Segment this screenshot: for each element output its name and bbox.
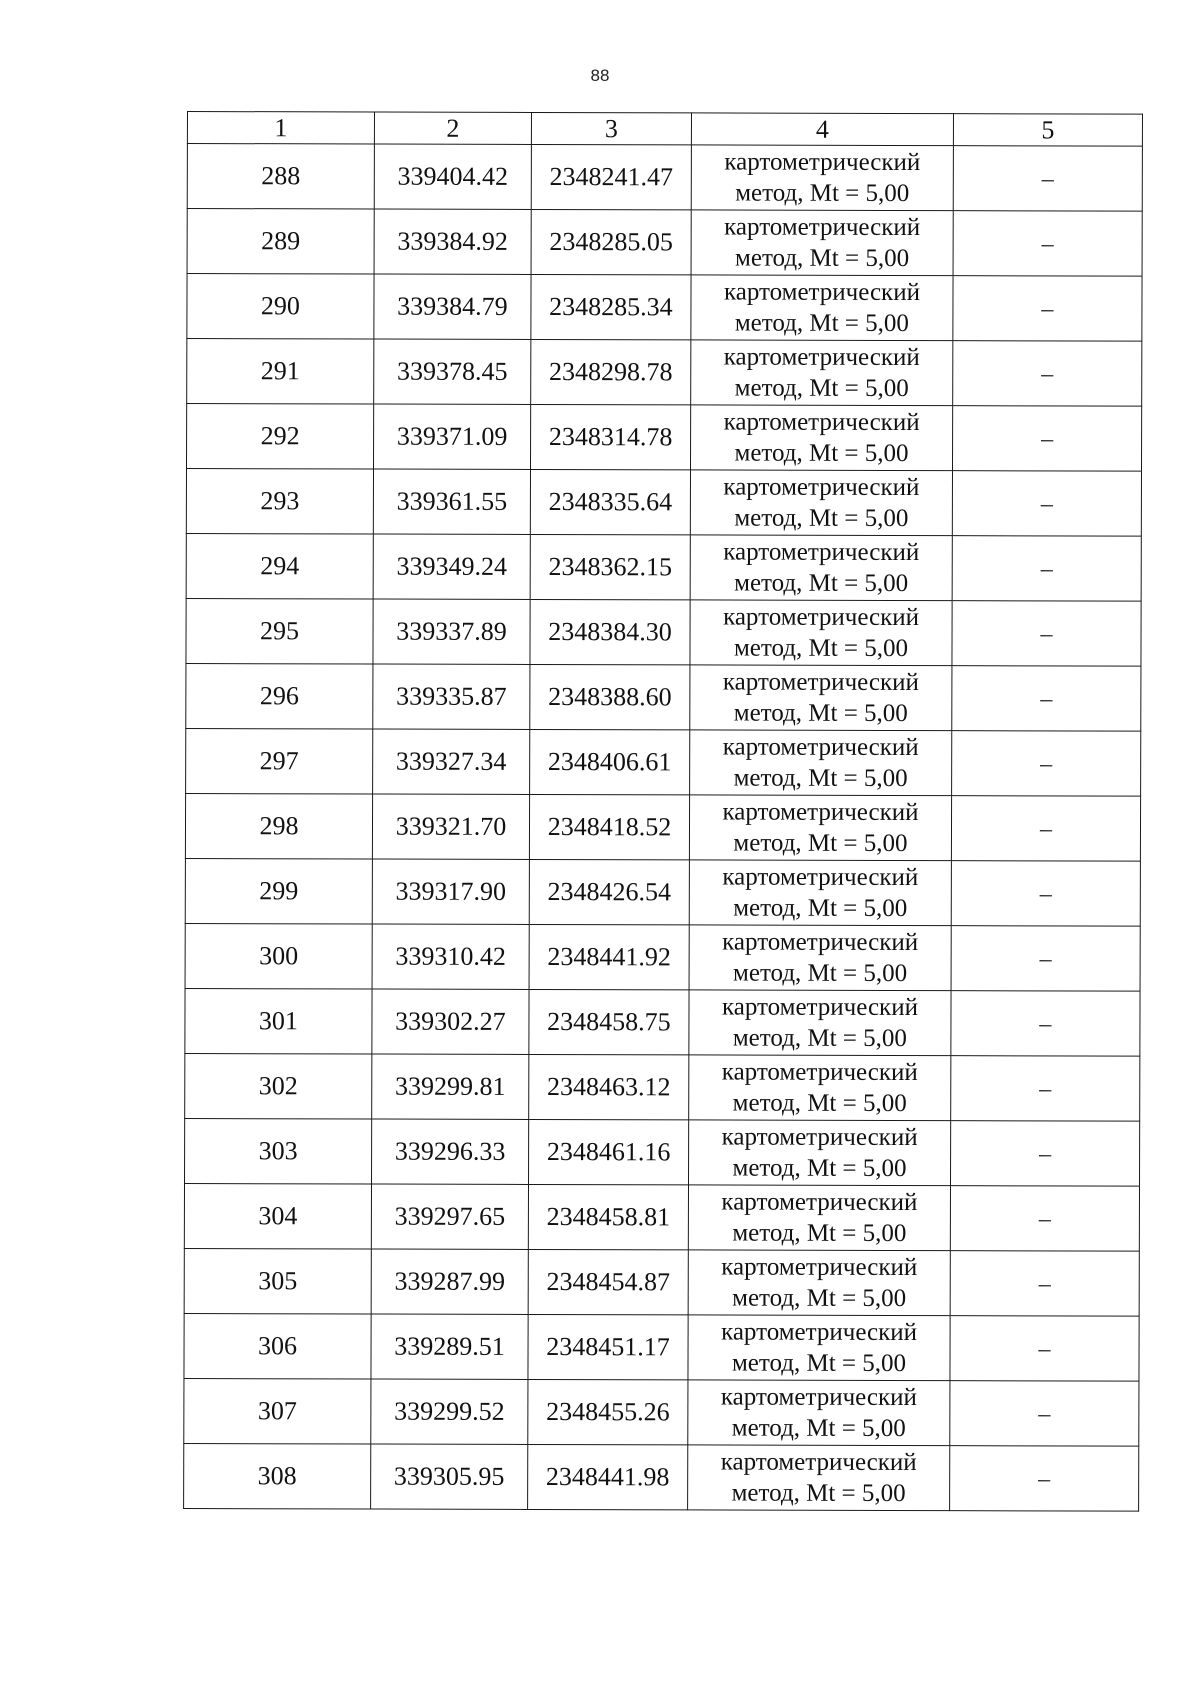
point-number-cell: 296 [186, 663, 373, 729]
description-cell [951, 1056, 1140, 1122]
method-line-2: метод, Mt = 5,00 [731, 1479, 906, 1508]
y-coordinate-cell: 2348388.60 [530, 664, 690, 729]
method-line-2: метод, Mt = 5,00 [735, 244, 910, 273]
dash-mark: – [1039, 1010, 1052, 1037]
method-cell [691, 340, 953, 406]
table-row [184, 1183, 1139, 1251]
y-coordinate-cell: 2348362.15 [530, 534, 690, 599]
description-cell [953, 276, 1142, 342]
y-coordinate-cell: 2348314.78 [531, 404, 691, 469]
method-cell [690, 470, 952, 536]
method-cell [688, 1380, 950, 1446]
method-line-1: картометрический [722, 928, 919, 957]
method-line-2: метод, Mt = 5,00 [733, 894, 908, 923]
dash-mark: – [1040, 685, 1053, 712]
method-cell [689, 1055, 951, 1121]
method-line-2: метод, Mt = 5,00 [732, 1089, 907, 1118]
dash-mark: – [1040, 555, 1053, 582]
description-cell [953, 211, 1142, 277]
y-coordinate-cell: 2348454.87 [528, 1249, 688, 1314]
x-coordinate-cell: 339321.70 [372, 794, 529, 859]
method-line-1: картометрический [722, 798, 919, 827]
method-line-2: метод, Mt = 5,00 [732, 1219, 907, 1248]
y-coordinate-cell: 2348285.34 [531, 274, 691, 339]
point-number-cell: 305 [184, 1248, 371, 1314]
table-row [185, 1118, 1140, 1186]
method-line-1: картометрический [723, 603, 920, 632]
y-coordinate-cell: 2348285.05 [531, 209, 691, 274]
method-cell [691, 275, 953, 341]
point-number-cell: 299 [185, 858, 372, 924]
dash-mark: – [1038, 1270, 1051, 1297]
method-cell [690, 535, 952, 601]
x-coordinate-cell: 339302.27 [372, 989, 529, 1054]
method-line-1: картометрический [720, 1383, 917, 1412]
method-line-1: картометрический [724, 148, 921, 177]
method-cell [691, 145, 953, 211]
method-cell [690, 665, 952, 731]
description-cell [950, 1186, 1139, 1252]
table-row [184, 1378, 1139, 1446]
description-cell [952, 536, 1141, 602]
description-cell [950, 1446, 1139, 1512]
x-coordinate-cell: 339297.65 [371, 1184, 528, 1249]
description-cell [951, 991, 1140, 1057]
x-coordinate-cell: 339317.90 [372, 859, 529, 924]
table-row [187, 209, 1142, 277]
description-cell [953, 341, 1142, 407]
method-line-2: метод, Mt = 5,00 [734, 439, 909, 468]
method-line-2: метод, Mt = 5,00 [733, 829, 908, 858]
x-coordinate-cell: 339305.95 [371, 1444, 528, 1509]
header-cell-2: 2 [374, 112, 531, 144]
description-cell [952, 406, 1141, 472]
table-row [187, 404, 1142, 472]
description-cell [951, 861, 1140, 927]
method-line-2: метод, Mt = 5,00 [733, 959, 908, 988]
method-line-2: метод, Mt = 5,00 [734, 504, 909, 533]
method-cell [688, 1250, 950, 1316]
method-line-1: картометрический [723, 408, 920, 437]
dash-mark: – [1039, 1140, 1052, 1167]
table-row [187, 274, 1142, 342]
header-cell-5: 5 [953, 114, 1142, 147]
method-line-1: картометрический [721, 1123, 918, 1152]
table-row [184, 1248, 1139, 1316]
coordinates-table [183, 111, 1143, 1512]
dash-mark: – [1040, 620, 1053, 647]
y-coordinate-cell: 2348463.12 [529, 1054, 689, 1119]
table-row [186, 533, 1141, 601]
x-coordinate-cell: 339384.79 [374, 274, 531, 339]
point-number-cell: 292 [187, 404, 374, 470]
method-cell [690, 600, 952, 666]
page-number: 88 [590, 66, 610, 85]
point-number-cell: 294 [186, 533, 373, 599]
point-number-cell: 298 [185, 793, 372, 859]
method-cell [688, 1315, 950, 1381]
description-cell [952, 471, 1141, 537]
dash-mark: – [1038, 1205, 1051, 1232]
x-coordinate-cell: 339310.42 [372, 924, 529, 989]
point-number-cell: 301 [185, 988, 372, 1054]
method-cell [689, 795, 951, 861]
dash-mark: – [1041, 295, 1054, 322]
table-row [185, 793, 1140, 861]
method-line-1: картометрический [724, 213, 921, 242]
table-row [184, 1313, 1139, 1381]
table-row [184, 1443, 1139, 1511]
table-row [186, 728, 1141, 796]
method-cell [690, 730, 952, 796]
method-line-1: картометрический [722, 863, 919, 892]
method-line-2: метод, Mt = 5,00 [733, 699, 908, 728]
y-coordinate-cell: 2348418.52 [529, 794, 689, 859]
y-coordinate-cell: 2348441.92 [529, 924, 689, 989]
point-number-cell: 293 [186, 469, 373, 535]
dash-mark: – [1039, 945, 1052, 972]
dash-mark: – [1040, 750, 1053, 777]
method-line-1: картометрический [720, 1448, 917, 1477]
point-number-cell: 304 [184, 1183, 371, 1249]
dash-mark: – [1041, 165, 1054, 192]
method-cell [688, 1445, 950, 1511]
dash-mark: – [1039, 1075, 1052, 1102]
y-coordinate-cell: 2348441.98 [528, 1444, 688, 1509]
point-number-cell: 303 [185, 1118, 372, 1184]
dash-mark: – [1039, 880, 1052, 907]
method-line-1: картометрический [721, 1188, 918, 1217]
method-cell [689, 1120, 951, 1186]
method-cell [690, 405, 952, 471]
x-coordinate-cell: 339289.51 [371, 1314, 528, 1379]
table-row [185, 858, 1140, 926]
method-line-2: метод, Mt = 5,00 [735, 179, 910, 208]
method-line-2: метод, Mt = 5,00 [734, 374, 909, 403]
table-row [186, 598, 1141, 666]
y-coordinate-cell: 2348335.64 [530, 469, 690, 534]
description-cell [950, 1381, 1139, 1447]
y-coordinate-cell: 2348461.16 [529, 1119, 689, 1184]
method-line-2: метод, Mt = 5,00 [733, 634, 909, 663]
method-cell [689, 925, 951, 991]
method-cell [691, 210, 953, 276]
point-number-cell: 302 [185, 1053, 372, 1119]
point-number-cell: 297 [186, 728, 373, 794]
x-coordinate-cell: 339404.42 [374, 144, 531, 209]
x-coordinate-cell: 339299.81 [372, 1054, 529, 1119]
table-row [187, 339, 1142, 407]
y-coordinate-cell: 2348426.54 [529, 859, 689, 924]
description-cell [951, 1121, 1140, 1187]
point-number-cell: 308 [184, 1443, 371, 1509]
description-cell [951, 926, 1140, 992]
point-number-cell: 295 [186, 598, 373, 664]
table-header-row [187, 112, 1142, 147]
dash-mark: – [1041, 230, 1054, 257]
description-cell [950, 1316, 1139, 1382]
point-number-cell: 291 [187, 339, 374, 405]
x-coordinate-cell: 339337.89 [373, 599, 530, 664]
x-coordinate-cell: 339371.09 [374, 404, 531, 469]
table-row [186, 663, 1141, 731]
y-coordinate-cell: 2348384.30 [530, 599, 690, 664]
method-line-1: картометрический [721, 993, 919, 1022]
method-line-2: метод, Mt = 5,00 [733, 764, 908, 793]
method-line-2: метод, Mt = 5,00 [734, 569, 909, 598]
x-coordinate-cell: 339287.99 [371, 1249, 528, 1314]
description-cell [950, 1251, 1139, 1317]
description-cell [952, 601, 1141, 667]
method-line-2: метод, Mt = 5,00 [732, 1024, 907, 1053]
method-cell [689, 860, 951, 926]
table-row [187, 144, 1142, 212]
point-number-cell: 300 [185, 923, 372, 989]
x-coordinate-cell: 339327.34 [373, 729, 530, 794]
header-cell-1: 1 [187, 112, 374, 145]
method-line-1: картометрический [721, 1253, 918, 1282]
method-line-2: метод, Mt = 5,00 [731, 1414, 906, 1443]
y-coordinate-cell: 2348241.47 [531, 144, 691, 209]
x-coordinate-cell: 339349.24 [373, 534, 530, 599]
dash-mark: – [1039, 815, 1053, 842]
method-line-2: метод, Mt = 5,00 [732, 1154, 907, 1183]
method-cell [688, 1185, 950, 1251]
x-coordinate-cell: 339299.52 [371, 1379, 528, 1444]
method-line-2: метод, Mt = 5,00 [732, 1284, 907, 1313]
method-cell [689, 990, 951, 1056]
table-row [185, 988, 1140, 1056]
table-row [185, 923, 1140, 991]
method-line-1: картометрический [722, 733, 919, 762]
method-line-1: картометрический [723, 473, 920, 502]
x-coordinate-cell: 339335.87 [373, 664, 530, 729]
point-number-cell: 306 [184, 1313, 371, 1379]
method-line-1: картометрический [723, 278, 921, 307]
table-row [186, 469, 1141, 537]
point-number-cell: 289 [187, 209, 374, 275]
header-cell-4: 4 [691, 113, 953, 146]
method-line-1: картометрический [723, 538, 920, 567]
table-body [184, 112, 1143, 1512]
description-cell [952, 731, 1141, 797]
description-cell [952, 666, 1141, 732]
dash-mark: – [1038, 1465, 1051, 1492]
dash-mark: – [1038, 1335, 1051, 1362]
header-cell-3: 3 [531, 112, 691, 144]
dash-mark: – [1038, 1400, 1051, 1427]
point-number-cell: 288 [187, 144, 374, 210]
y-coordinate-cell: 2348455.26 [528, 1379, 688, 1444]
point-number-cell: 290 [187, 274, 374, 340]
dash-mark: – [1041, 425, 1054, 452]
y-coordinate-cell: 2348406.61 [530, 729, 690, 794]
method-line-1: картометрический [721, 1058, 918, 1087]
method-line-1: картометрический [722, 668, 919, 697]
y-coordinate-cell: 2348458.75 [529, 989, 689, 1054]
point-number-cell: 307 [184, 1378, 371, 1444]
method-line-2: метод, Mt = 5,00 [734, 309, 909, 338]
dash-mark: – [1040, 490, 1053, 517]
y-coordinate-cell: 2348451.17 [528, 1314, 688, 1379]
method-line-1: картометрический [723, 343, 920, 372]
x-coordinate-cell: 339378.45 [374, 339, 531, 404]
method-line-1: картометрический [721, 1318, 918, 1347]
description-cell [951, 796, 1140, 862]
dash-mark: – [1041, 360, 1054, 387]
coordinates-sheet [183, 111, 1142, 1512]
x-coordinate-cell: 339384.92 [374, 209, 531, 274]
method-line-2: метод, Mt = 5,00 [731, 1349, 907, 1378]
x-coordinate-cell: 339361.55 [373, 469, 530, 534]
description-cell [953, 146, 1142, 212]
x-coordinate-cell: 339296.33 [372, 1119, 529, 1184]
y-coordinate-cell: 2348458.81 [528, 1184, 688, 1249]
table-row [185, 1053, 1140, 1121]
y-coordinate-cell: 2348298.78 [531, 339, 691, 404]
